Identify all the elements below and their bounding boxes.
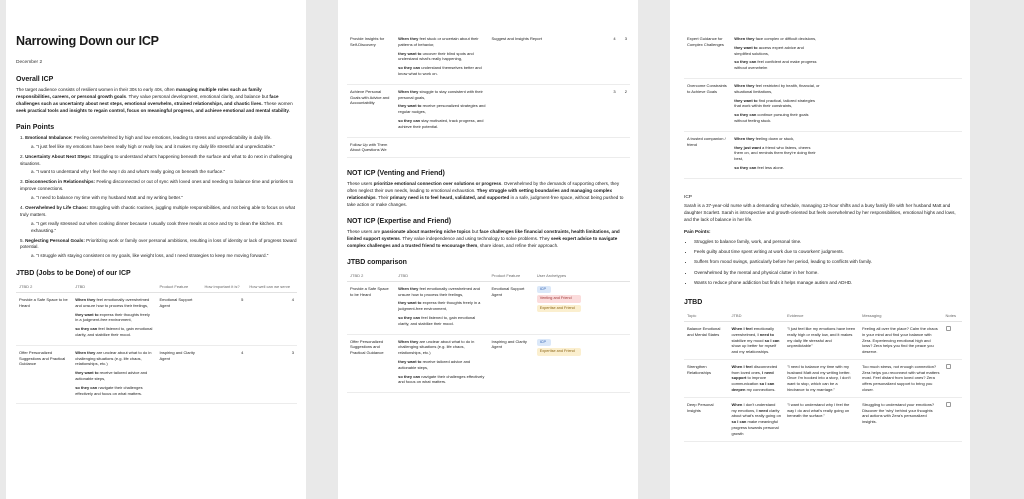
jtbd-cell <box>395 281 488 334</box>
jtbd-line <box>398 65 485 77</box>
user-archetypes-cell <box>534 334 630 393</box>
bold-text-run: so they can <box>75 384 98 390</box>
bold-text-run: so they can <box>398 117 421 123</box>
jtbd-line <box>734 98 820 110</box>
column-header: Topic <box>684 311 728 321</box>
notes-cell <box>943 359 963 397</box>
pain-point-item <box>20 205 297 235</box>
jtbd-cell <box>72 293 156 346</box>
expertise-heading: NOT ICP (Expertise and Friend) <box>347 218 452 226</box>
jtbd-title-cell: Provide a Safe Space to be Heard <box>16 293 72 346</box>
jtbd-line <box>734 83 820 95</box>
bold-text-run: seek practical tools and insights to regain control, focus on meaningful progress, and achieve emotional and mental stability <box>16 107 289 113</box>
text-run: my connections. <box>745 387 776 393</box>
pain-point-description: Feeling disconnected or out of sync with loved ones and needing to balance time and priorities to improve connections. <box>20 179 294 192</box>
bold-text-run: When <box>731 401 743 407</box>
text-run: disconnected from loved ones, <box>731 363 778 375</box>
evidence-cell: "I want to understand why I feel the way I do and what's really going on beneath the surface." <box>784 397 859 441</box>
pain-points-list <box>16 135 297 260</box>
table-row <box>684 321 962 359</box>
text-run: . <box>288 107 291 113</box>
document-page-2 <box>338 0 638 499</box>
bold-text-run: When they <box>398 338 419 344</box>
column-header: JTBD <box>728 311 784 321</box>
bold-text-run: When they <box>75 297 96 303</box>
column-header: Messaging <box>859 311 942 321</box>
product-feature-cell: Emotional Support Agent <box>156 293 201 346</box>
pain-point-item: • Struggles to balance family, work, and personal time. <box>694 239 962 246</box>
empty-cell <box>823 32 962 78</box>
bold-text-run: When I feel <box>731 325 753 331</box>
bold-text-run: When they <box>398 88 419 94</box>
table-row <box>684 78 962 131</box>
product-feature-cell: Inspiring and Clarity Agent <box>488 334 533 393</box>
serve-cell: 2 <box>619 84 630 137</box>
jtbd-title-cell: A trusted companion / friend <box>684 131 731 178</box>
pain-points-list <box>684 239 962 287</box>
jtbd-cell <box>395 32 488 84</box>
notes-checkbox[interactable] <box>946 402 951 407</box>
bold-text-run: they want to <box>398 50 422 56</box>
jtbd-line <box>398 339 485 356</box>
icp-persona-text: Sarah is a 37-year-old nurse with a demanding schedule, managing 12-hour shifts and a busy family life with her husband Matt and daughter Scarlett. Sarah is introspective and growth-oriented but feels overwhelmed by her responsibilities, emotional highs and lows, and the lack of balance in her life. <box>684 202 956 222</box>
jtbd-line <box>734 165 820 171</box>
pain-point-description: Struggling with chaotic routines, juggling multiple responsibilities, and not being able to focus on what truly matters. <box>20 205 296 217</box>
table-header-row <box>16 282 297 292</box>
topic-cell: Deep Personal Insights <box>684 397 728 441</box>
text-run: a friend who listens, cheers them on, and reminds them they're doing their best, <box>734 144 816 162</box>
bold-text-run: When they <box>75 349 96 355</box>
text-run: feel restricted by health, financial, or situational limitations, <box>734 82 820 94</box>
jtbd-line <box>398 374 485 386</box>
text-run: . Overwhelmed by the demands of supporting others, they often neglect their own needs, leading to emotional exhaustion. <box>347 181 620 194</box>
jtbd-line <box>398 286 485 298</box>
product-feature-cell <box>488 84 573 137</box>
pain-point-number: 1. <box>20 134 26 140</box>
bold-text-run: they want to <box>734 97 758 103</box>
text-run: emotionally overwhelmed, <box>731 325 774 337</box>
jtbd-title-cell: Achieve Personal Goals with Advice and Accountability <box>347 84 395 137</box>
pain-points-label: Pain Points: <box>684 228 711 234</box>
pain-point-quote: a. "I just feel like my emotions have been really high or really low, and it makes my daily life stressful and unpredictable." <box>31 143 276 149</box>
table-row <box>347 281 630 334</box>
bold-text-run: so they can <box>734 164 757 170</box>
bold-text-run: seek expert advice to navigate complex challenges and a trusted friend to encourage them <box>347 236 618 248</box>
pain-point-item <box>20 154 297 177</box>
serve-cell: 3 <box>619 32 630 84</box>
bold-text-run: they want to <box>398 103 422 109</box>
text-run: I don't understand my emotions, <box>731 401 776 413</box>
messaging-cell: Struggling to understand your emotions? Discover the 'why' behind your thoughts and actions with Zera's personalized insights. <box>859 397 942 441</box>
text-run: express their thoughts freely in a judgment-free environment, <box>75 311 150 323</box>
jtbd-table-continued <box>347 32 630 158</box>
serve-cell <box>619 137 630 158</box>
pain-point-title: Uncertainty About Next Steps: <box>25 153 92 159</box>
bold-text-run: they want to <box>75 370 99 376</box>
document-page-1 <box>6 0 306 499</box>
pain-point-item: • Feels guilty about time spent writing at work due to coworkers' judgments. <box>694 249 962 256</box>
text-run: The target audience consists of resilient women in their 30s to early 40s, often <box>16 87 176 92</box>
jtbd-cell <box>395 334 488 393</box>
bold-text-run: primary need is to feel heard, validated, and supported <box>389 195 510 201</box>
archetype-tag: Expertise and Friend <box>537 305 581 313</box>
text-run: These users are <box>347 229 382 235</box>
importance-cell <box>573 137 618 158</box>
pain-point-title: Overwhelmed by Life Chaos: <box>25 205 89 210</box>
jtbd-line <box>398 89 485 101</box>
notes-cell <box>943 397 963 441</box>
text-run: navigate their challenges effectively and focus on what matters. <box>75 384 143 396</box>
jtbd-line <box>734 136 820 142</box>
evidence-cell: "I need to balance my time with my husband Matt and my writing better. Once I'm hooked into a story, I don't want to stop, which can be a hindrance to my marriage." <box>784 359 859 397</box>
pain-point-quote: a. "I struggle with staying consistent on my goals, like weight loss, and I need strategies to keep me moving forward." <box>31 253 269 259</box>
archetype-tag: Expertise and Friend <box>537 348 581 356</box>
text-run: understand themselves better and know what to work on. <box>398 65 482 76</box>
text-run: are unclear about what to do in challenging situations (e.g. life chaos, relationships, etc.) <box>398 338 475 356</box>
column-header: JTBD <box>395 271 488 281</box>
bold-text-run: so I can deepen <box>731 381 775 393</box>
bold-text-run: When they <box>398 36 419 41</box>
jtbd-cell <box>731 78 823 131</box>
text-run: show up better for myself and my relationships. <box>731 343 777 355</box>
column-header: JTBD <box>72 282 156 292</box>
text-run: receive personalized strategies and regular nudges, <box>398 103 486 115</box>
bold-text-run: When they <box>398 285 419 291</box>
text-run: . They value independence and using technology to solve problems. They <box>399 236 551 241</box>
importance-cell: 4 <box>573 32 618 84</box>
pain-points-heading: Pain Points <box>16 123 55 131</box>
importance-cell: 3 <box>573 84 618 137</box>
pain-point-item: • Suffers from mood swings, particularly before her period, leading to conflicts with family. <box>694 259 962 266</box>
column-header: JTBD 2 <box>347 271 395 281</box>
pain-point-item <box>20 238 297 261</box>
notes-checkbox[interactable] <box>946 326 951 331</box>
text-run: feel confident and make progress without overwhelm <box>734 59 817 71</box>
product-feature-cell: Suggest and Insights Report <box>488 32 573 84</box>
pain-point-title: Emotional Imbalance: <box>25 134 73 140</box>
column-header: How well can we serve <box>246 282 297 292</box>
text-run: make meaningful progress towards personal growth <box>731 419 779 436</box>
jtbd-cell <box>72 345 156 404</box>
text-run: in a safe, judgment-free space, without being pushed to take action or make changes. <box>347 195 624 208</box>
text-run: . They value personal development, emotional clarity, and balance but <box>126 93 270 99</box>
bold-text-run: When they <box>734 135 755 141</box>
document-page-3 <box>670 0 970 499</box>
bold-text-run: they want to <box>75 311 99 317</box>
text-run: feel listened to, gain emotional clarity, and stabilize their mood. <box>75 326 153 338</box>
text-run: . Their <box>375 195 390 201</box>
text-run: stay motivated, track progress, and achieve their potential. <box>398 117 484 129</box>
table-row <box>347 334 630 393</box>
jtbd-line <box>398 103 485 115</box>
jtbd-evidence-table <box>684 311 962 442</box>
jtbd-cell <box>395 84 488 137</box>
column-header: User Archetypes <box>534 271 630 281</box>
jtbd-heading: JTBD <box>684 299 703 307</box>
bold-text-run: prioritize emotional connection over solutions or progress <box>373 181 502 187</box>
text-run: receive tailored advice and actionable steps, <box>75 370 148 381</box>
bold-text-run: they want to <box>398 358 422 364</box>
jtbd-title-cell: Expert Guidance for Complex Challenges <box>684 32 731 78</box>
bold-text-run: so they can <box>398 314 421 320</box>
jtbd-cell <box>395 137 488 158</box>
bold-text-run: face challenges like financial constraints, health limitations, and limited support systems <box>347 229 620 241</box>
text-run: , share ideas, and refine their approach. <box>477 242 559 248</box>
pain-point-number: 3. <box>20 179 26 185</box>
empty-cell <box>823 78 962 131</box>
bold-text-run: When I feel <box>731 363 753 369</box>
product-feature-cell: Emotional Support Agent <box>488 281 533 334</box>
jtbd-title-cell: Overcome Constraints to Achieve Goals <box>684 78 731 131</box>
jtbd-heading: JTBD (Jobs to be Done) of our ICP <box>16 270 131 278</box>
text-run: feel listened to, gain emotional clarity, and stabilize their mood. <box>398 314 476 326</box>
text-run: feel stuck or uncertain about their patterns of behavior, <box>398 36 479 47</box>
importance-cell: 5 <box>201 293 246 346</box>
bold-text-run: They struggle with setting boundaries and managing complex relationships <box>347 188 613 201</box>
jtbd-title-cell: Provide a Safe Space to be Heard <box>347 281 395 334</box>
text-run: clarity about what's really going on <box>731 407 781 419</box>
text-run: access expert advice and simplified solutions, <box>734 44 804 56</box>
jtbd-title-cell: Offer Personalized Suggestions and Practical Guidance <box>16 345 72 404</box>
jtbd-line <box>75 297 153 309</box>
product-feature-cell <box>488 137 573 158</box>
bold-text-run: I need <box>756 407 768 413</box>
serve-cell: 4 <box>246 293 297 346</box>
text-run: to improve communication <box>731 375 767 387</box>
table-row <box>16 293 297 346</box>
table-row <box>684 131 962 178</box>
pain-point-quote: a. "I need to balance my time with my husband Matt and my writing better." <box>31 195 183 201</box>
table-row <box>347 32 630 84</box>
table-row <box>347 84 630 137</box>
notes-cell <box>943 321 963 359</box>
text-run: stabilize my mood <box>731 337 765 343</box>
column-header: Evidence <box>784 311 859 321</box>
expertise-text <box>347 229 630 250</box>
text-run: feel emotionally overwhelmed and unsure how to process their feelings, <box>398 285 480 297</box>
column-header: How important it is? <box>201 282 246 292</box>
icp-label: ICP <box>684 194 692 200</box>
user-archetypes-cell <box>534 281 630 334</box>
jtbd-title-cell: Offer Personalized Suggestions and Practical Guidance <box>347 334 395 393</box>
text-run: navigate their challenges effectively and focus on what matters. <box>398 373 485 385</box>
jtbd-line <box>398 359 485 371</box>
serve-cell: 3 <box>246 345 297 404</box>
bold-text-run: When they <box>734 82 755 88</box>
column-header: Notes <box>943 311 963 321</box>
pain-point-number: 5. <box>20 237 26 243</box>
pain-point-number: 4. <box>20 205 26 210</box>
messaging-cell: Too much stress, not enough connection? Zera helps you reconnect with what matters most. Feel distant from loved ones? Zera offers personalized support to bring you closer. <box>859 359 942 397</box>
jtbd-line <box>398 315 485 327</box>
text-run: These users <box>347 181 374 187</box>
table-row <box>684 359 962 397</box>
pain-point-title: Neglecting Personal Goals: <box>25 237 85 243</box>
jtbd-line <box>75 385 153 397</box>
jtbd-cell <box>731 131 823 178</box>
bold-text-run: they just want <box>734 144 761 150</box>
text-run: face complex or difficult decisions, <box>754 36 817 41</box>
pain-point-description: Struggling to understand what's happening beneath the surface and what to do next in challenging situations. <box>20 153 293 166</box>
table-row <box>684 397 962 441</box>
jtbd-line <box>734 59 820 71</box>
pain-point-quote: a. "I want to understand why I feel the way I do and what's really going on beneath the surface." <box>31 169 226 175</box>
page-title: Narrowing Down our ICP <box>16 34 159 48</box>
table-row <box>347 137 630 158</box>
bold-text-run: passionate about mastering niche topics <box>381 229 471 235</box>
table-header-row <box>347 271 630 281</box>
column-header: Product Feature <box>156 282 201 292</box>
evidence-cell: "I just feel like my emotions have been really high or really low, and it makes my daily life stressful and unpredictable" <box>784 321 859 359</box>
topic-cell: Strengthen Relationships <box>684 359 728 397</box>
table-header-row <box>684 311 962 321</box>
bold-text-run: I need to <box>757 331 774 337</box>
jtbd-comparison-heading: JTBD comparison <box>347 258 407 266</box>
pain-point-item <box>20 179 297 202</box>
product-feature-cell: Inspiring and Clarity Agent <box>156 345 201 404</box>
jtbd-line <box>734 36 820 42</box>
jtbd-line <box>734 45 820 57</box>
text-run: feel less alone. <box>756 164 785 170</box>
jtbd-title-cell: Provide Insights for Self-Discovery <box>347 32 395 84</box>
pain-point-item: • Overwhelmed by the mental and physical clutter in her home. <box>694 270 962 277</box>
text-run: but <box>470 229 480 235</box>
text-run: express their thoughts freely in a judgment-free environment, <box>398 300 481 312</box>
jtbd-table <box>16 282 297 404</box>
archetype-tag: Venting and Friend <box>537 295 581 303</box>
column-header: Product Feature <box>488 271 533 281</box>
page-date: December 2 <box>16 60 43 65</box>
importance-cell: 4 <box>201 345 246 404</box>
pain-point-description: Feeling overwhelmed by high and low emotions, leading to stress and unpredictability in daily life. <box>72 134 272 140</box>
messaging-cell: Feeling all over the place? Calm the chaos in your mind and find your balance with Zera. Experiencing emotional high and lows? Zera helps you find the peace you deserve. <box>859 321 942 359</box>
bold-text-run: I need support <box>731 369 774 381</box>
jtbd-cell <box>728 321 784 359</box>
jtbd-line <box>75 350 153 367</box>
jtbd-line <box>734 112 820 124</box>
bold-text-run: so I can <box>731 419 747 425</box>
text-run: feel emotionally overwhelmed and unsure how to process their feelings, <box>75 297 150 308</box>
jtbd-line <box>398 36 485 48</box>
bold-text-run: so they can <box>734 59 757 65</box>
bold-text-run: they want to <box>398 300 422 306</box>
overall-icp-text <box>16 87 297 115</box>
jtbd-cell <box>731 32 823 78</box>
pain-point-description: Prioritizing work or family over personal ambitions, resulting in loss of identity or lack of progress toward potential. <box>20 237 297 250</box>
jtbd-table-continued <box>684 32 962 179</box>
bold-text-run: face challenges such as uncertainty about next steps, emotional overwhelm, strained relationships, and chaotic lives. <box>16 93 279 106</box>
text-run: struggle to stay consistent with their personal goals, <box>398 88 483 100</box>
jtbd-line <box>734 145 820 162</box>
venting-heading: NOT ICP (Venting and Friend) <box>347 170 445 178</box>
jtbd-line <box>398 118 485 130</box>
jtbd-line <box>75 312 153 324</box>
jtbd-cell <box>728 359 784 397</box>
bold-text-run: so they can <box>398 373 421 379</box>
text-run: receive tailored advice and actionable steps, <box>398 358 471 370</box>
bold-text-run: so they can <box>75 326 98 332</box>
jtbd-line <box>75 370 153 382</box>
pain-point-item <box>20 135 297 151</box>
topic-cell: Balance Emotional and Mental States <box>684 321 728 359</box>
text-run: uncover their blind spots and understand what's really happening, <box>398 50 474 62</box>
text-run: feeling down or stuck, <box>754 135 795 141</box>
pain-point-item: • Wants to reduce phone addiction but finds it helps manage autism and ADHD. <box>694 280 962 287</box>
bold-text-run: so they can <box>398 65 421 71</box>
pain-point-title: Disconnection in Relationships: <box>25 179 96 185</box>
text-run: are unclear about what to do in challenging situations (e.g. life chaos, relationships, etc.) <box>75 349 152 367</box>
bold-text-run: When they <box>734 36 755 41</box>
jtbd-line <box>75 326 153 338</box>
text-run: find practical, tailored strategies that work within their constraints, <box>734 97 815 109</box>
notes-checkbox[interactable] <box>946 364 951 369</box>
jtbd-title-cell: Follow Up with Them About Questions We <box>347 137 395 158</box>
bold-text-run: managing multiple roles such as family responsibilities, careers, or personal growth goals <box>16 87 262 99</box>
venting-text <box>347 181 630 209</box>
jtbd-line <box>398 300 485 312</box>
bold-text-run: so I can <box>764 337 780 343</box>
column-header: JTBD 2 <box>16 282 72 292</box>
jtbd-cell <box>728 397 784 441</box>
text-run: continue pursuing their goals without feeling stuck. <box>734 112 809 123</box>
table-row <box>16 345 297 404</box>
jtbd-line <box>398 51 485 63</box>
text-run: These women <box>262 100 293 106</box>
pain-point-number: 2. <box>20 153 26 159</box>
bold-text-run: so they can <box>734 112 757 118</box>
archetype-tag: ICP <box>537 339 551 347</box>
table-row <box>684 32 962 78</box>
overall-icp-heading: Overall ICP <box>16 76 54 83</box>
pain-point-quote: a. "I get really stressed out when cooking dinner because I usually cook three meals at once and try to clean the kitchen. It's exhausting." <box>31 220 283 233</box>
archetype-tag: ICP <box>537 286 551 294</box>
jtbd-comparison-table <box>347 271 630 393</box>
empty-cell <box>823 131 962 178</box>
bold-text-run: they want to <box>734 44 758 50</box>
